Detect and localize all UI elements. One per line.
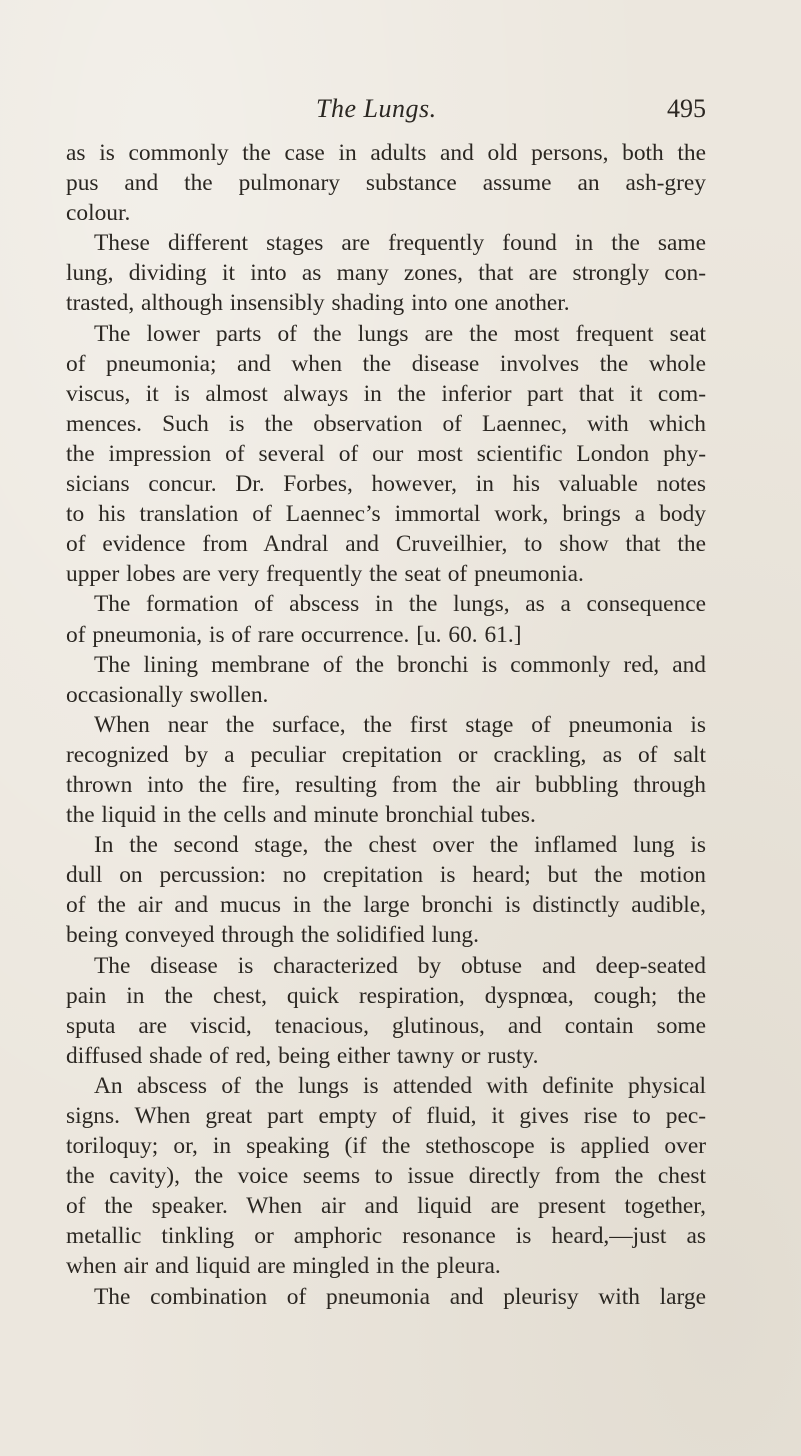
text-line: of pneumonia; and when the disease involves the whole [66, 350, 706, 377]
text-line: toriloquy; or, in speaking (if the stethoscope is applied over [66, 1133, 706, 1160]
text-line: when air and liquid are mingled in the pleura. [66, 1253, 501, 1280]
text-line: trasted, although insensibly shading into one another. [66, 290, 570, 317]
text-line: The lower parts of the lungs are the most frequent seat [94, 320, 706, 347]
text-line: the cavity), the voice seems to issue directly from the chest [66, 1163, 706, 1190]
text-line: diffused shade of red, being either tawny or rusty. [66, 1042, 539, 1069]
text-line: These different stages are frequently found in the same [94, 230, 706, 257]
text-line: sputa are viscid, tenacious, glutinous, and contain some [66, 1012, 706, 1039]
text-line: mences. Such is the observation of Laennec, with which [66, 410, 706, 437]
text-line: of the air and mucus in the large bronchi is distinctly audible, [66, 892, 706, 919]
text-line: lung, dividing it into as many zones, that are strongly con- [66, 260, 706, 287]
text-line: the impression of several of our most scientific London phy- [66, 440, 706, 467]
text-line: as is commonly the case in adults and old persons, both the [66, 140, 706, 166]
text-line: occasionally swollen. [66, 681, 269, 708]
text-line: viscus, it is almost always in the inferior part that it com- [66, 380, 706, 407]
text-line: The lining membrane of the bronchi is commonly red, and [94, 651, 706, 678]
text-line: colour. [66, 200, 131, 227]
text-line: of evidence from Andral and Cruveilhier, to show that the [66, 531, 706, 558]
running-title: The Lungs. [316, 94, 437, 123]
text-line: In the second stage, the chest over the inflamed lung is [94, 832, 706, 859]
text-line: thrown into the fire, resulting from the air bubbling through [66, 771, 706, 798]
text-line: dull on percussion: no crepitation is heard; but the motion [66, 862, 706, 889]
text-line: the liquid in the cells and minute bronchial tubes. [66, 802, 536, 829]
text-line: sicians concur. Dr. Forbes, however, in his valuable notes [66, 471, 706, 498]
text-line: metallic tinkling or amphoric resonance is heard,—just as [66, 1223, 706, 1250]
text-line: upper lobes are very frequently the seat of pneumonia. [66, 561, 584, 588]
text-line: When near the surface, the first stage of pneumonia is [94, 711, 706, 738]
body-text [66, 138, 706, 1312]
text-line: of the speaker. When air and liquid are present together, [66, 1193, 706, 1220]
text-line: pain in the chest, quick respiration, dyspnœa, cough; the [66, 982, 706, 1009]
text-line: pus and the pulmonary substance assume an ash-grey [66, 170, 706, 197]
page-header [66, 94, 706, 130]
text-line: The formation of abscess in the lungs, as a consequence [94, 591, 706, 618]
text-line: An abscess of the lungs is attended with definite physical [94, 1072, 706, 1099]
text-line: of pneumonia, is of rare occurrence. [u. 60. 61.] [66, 621, 522, 648]
page-number: 495 [667, 94, 706, 123]
text-line: recognized by a peculiar crepitation or crackling, as of salt [66, 741, 706, 768]
text-line: The combination of pneumonia and pleurisy with large [94, 1283, 706, 1310]
text-line: being conveyed through the solidified lung. [66, 922, 479, 949]
text-line: to his translation of Laennec’s immortal work, brings a body [66, 501, 706, 528]
text-line: The disease is characterized by obtuse and deep-seated [94, 952, 706, 979]
text-line: signs. When great part empty of fluid, it gives rise to pec- [66, 1103, 706, 1129]
